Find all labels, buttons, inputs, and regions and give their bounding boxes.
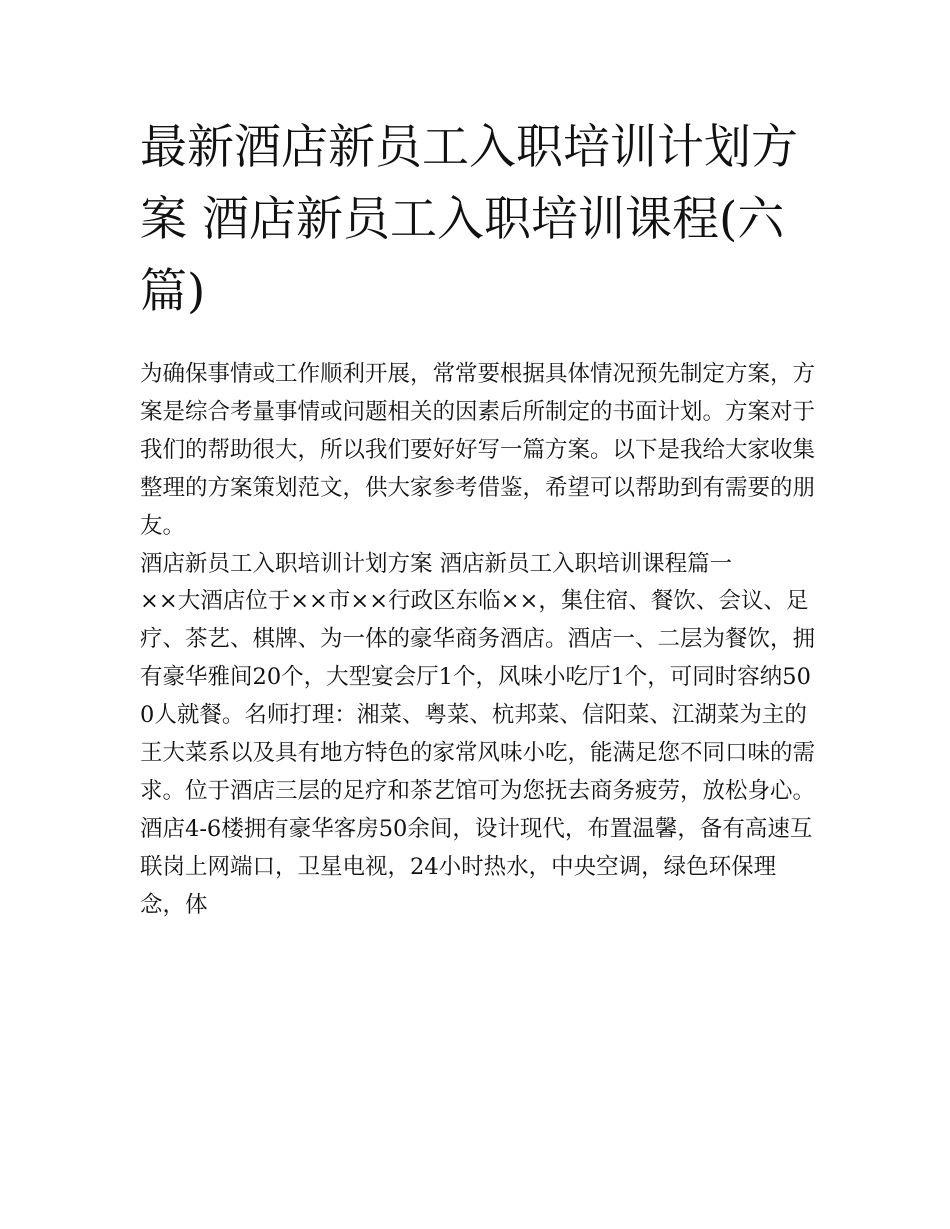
document-title: 最新酒店新员工入职培训计划方案 酒店新员工入职培训课程(六篇) [140, 120, 798, 319]
body-paragraph: ××大酒店位于××市××行政区东临××，集住宿、餐饮、会议、足疗、茶艺、棋牌、为一体的豪华商务酒店。酒店一、二层为餐饮，拥有豪华雅间20个，大型宴会厅1个，风味小吃厅1个，可同时容纳500人就餐。名师打理：湘菜、粤菜、杭邦菜、信阳菜、江湖菜为主的王大菜系以及具有地方特色的家常风味小吃，能满足您不同口味的需求。位于酒店三层的足疗和茶艺馆可为您抚去商务疲劳，放松身心。酒店4-6楼拥有豪华客房50余间，设计现代，布置温馨，备有高速互联岗上网端口，卫星电视，24小时热水，中央空调，绿色环保理念，体 [140, 588, 816, 918]
section-heading: 酒店新员工入职培训计划方案 酒店新员工入职培训课程篇一 [140, 550, 733, 577]
document-content [140, 112, 816, 925]
intro-paragraph: 为确保事情或工作顺利开展，常常要根据具体情况预先制定方案，方案是综合考量事情或问题相关的因素后所制定的书面计划。方案对于我们的帮助很大，所以我们要好好写一篇方案。以下是我给大家收集整理的方案策划范文，供大家参考借鉴，希望可以帮助到有需要的朋友。 [140, 361, 816, 539]
